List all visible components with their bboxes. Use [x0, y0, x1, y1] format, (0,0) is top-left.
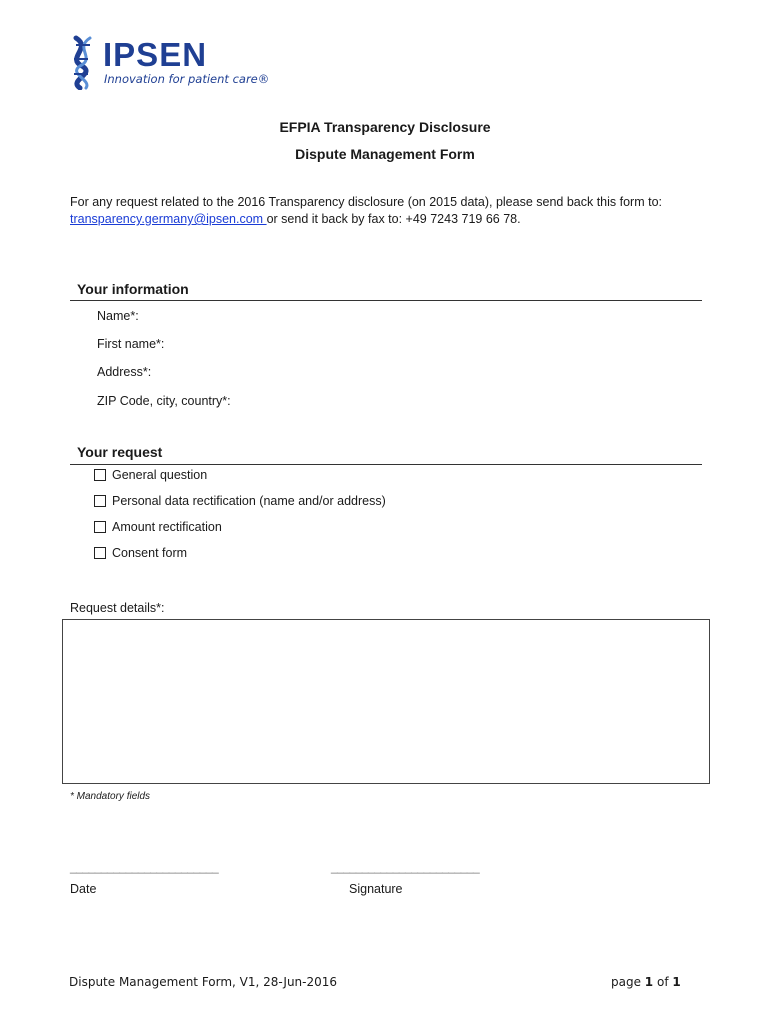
intro-paragraph [70, 194, 710, 228]
dna-helix-icon [62, 34, 106, 90]
page-prefix: page [611, 975, 645, 989]
option-general-question[interactable] [94, 468, 207, 482]
section-divider [70, 464, 702, 465]
name-field-label[interactable]: Name*: [97, 309, 139, 323]
option-label: Consent form [112, 546, 188, 560]
intro-text-2: or send it back by fax to: +49 7243 719 66 78. [266, 212, 521, 226]
option-label: Personal data rectification (name and/or address) [112, 494, 386, 508]
option-consent-form[interactable] [94, 546, 187, 560]
checkbox[interactable] [94, 469, 106, 481]
logo-tagline: Innovation for patient care® [104, 72, 270, 86]
checkbox[interactable] [94, 521, 106, 533]
option-amount-rectification[interactable] [94, 520, 222, 534]
document-subtitle: Dispute Management Form [295, 146, 475, 162]
email-link[interactable]: transparency.germany@ipsen.com [70, 212, 267, 226]
page-total: 1 [672, 975, 681, 989]
date-label: Date [70, 882, 97, 896]
intro-text-1: For any request related to the 2016 Transparency disclosure (on 2015 data), please send back this form to: [70, 195, 663, 209]
signature-line[interactable]: ________________________ [331, 860, 480, 874]
footer-document-info: Dispute Management Form, V1, 28-Jun-2016 [69, 975, 338, 989]
zip-city-country-field-label[interactable]: ZIP Code, city, country*: [97, 394, 231, 408]
checkbox[interactable] [94, 547, 106, 559]
document-title: EFPIA Transparency Disclosure [279, 119, 491, 135]
page-current: 1 [644, 975, 654, 989]
date-line[interactable]: ________________________ [70, 860, 219, 874]
option-label: Amount rectification [112, 520, 222, 534]
section-title-your-information: Your information [77, 281, 189, 297]
section-title-your-request: Your request [77, 444, 163, 460]
request-details-textarea[interactable] [63, 620, 709, 783]
logo-wordmark: IPSEN [103, 36, 208, 73]
option-personal-data-rectification[interactable] [94, 494, 386, 508]
option-label: General question [112, 468, 208, 482]
page-of: of [653, 975, 673, 989]
request-details-label: Request details*: [70, 601, 165, 615]
request-details-box[interactable] [62, 619, 710, 784]
checkbox[interactable] [94, 495, 106, 507]
address-field-label[interactable]: Address*: [97, 365, 152, 379]
mandatory-fields-note: * Mandatory fields [70, 791, 151, 802]
section-divider [70, 300, 702, 301]
signature-label: Signature [349, 882, 403, 896]
footer-page-number [611, 975, 681, 989]
first-name-field-label[interactable]: First name*: [97, 337, 165, 351]
